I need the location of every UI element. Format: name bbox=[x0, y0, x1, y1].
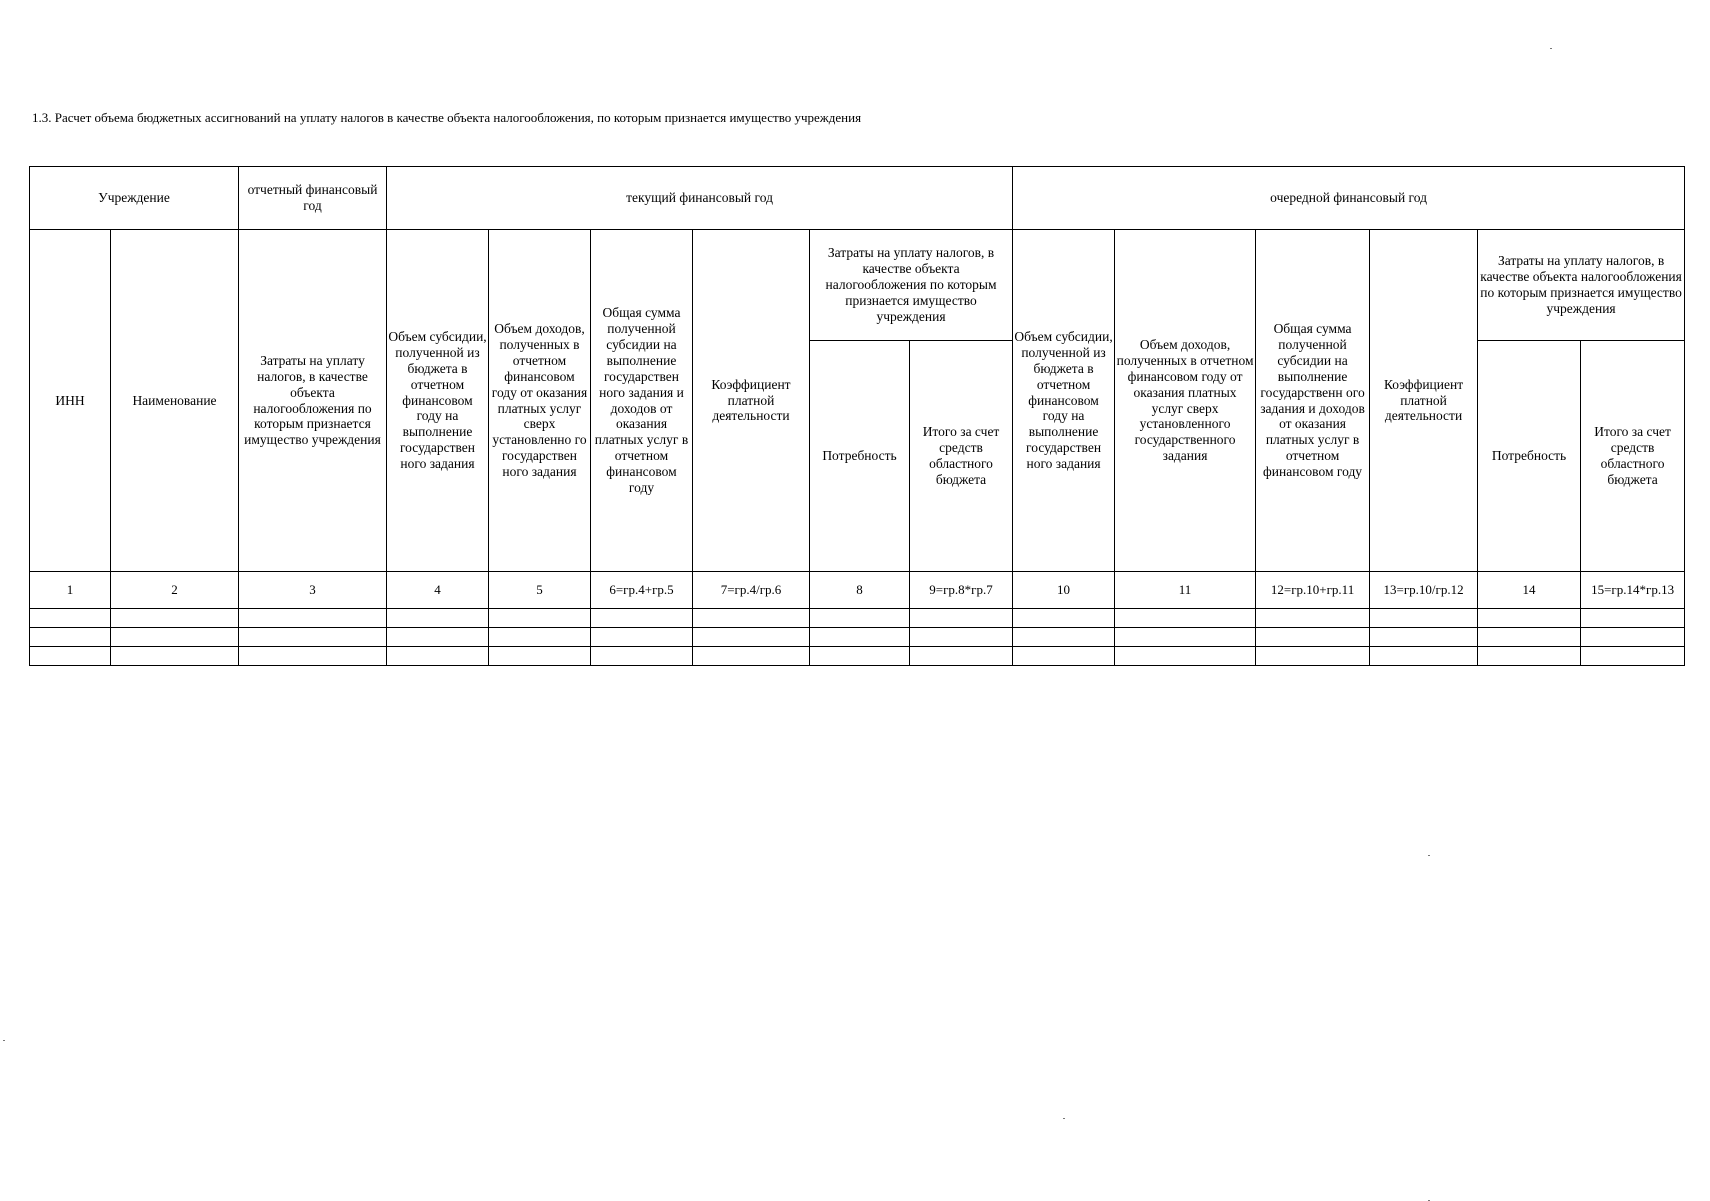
header-current-coefficient: Коэффициент платной деятельности bbox=[693, 230, 810, 572]
empty-cell bbox=[387, 628, 489, 647]
header-reporting-year: отчетный финансовый год bbox=[239, 167, 387, 230]
empty-cell bbox=[387, 609, 489, 628]
column-number: 1 bbox=[30, 572, 111, 609]
empty-cell bbox=[810, 628, 910, 647]
empty-cell bbox=[239, 647, 387, 666]
scan-speck bbox=[1063, 1118, 1065, 1119]
scan-speck bbox=[1428, 855, 1430, 856]
column-number: 4 bbox=[387, 572, 489, 609]
empty-cell bbox=[591, 647, 693, 666]
empty-cell bbox=[591, 609, 693, 628]
empty-cell bbox=[1478, 628, 1581, 647]
header-name: Наименование bbox=[111, 230, 239, 572]
header-current-tax-group: Затраты на уплату налогов, в качестве объекта налогообложения по которым признается имущество учреждения bbox=[810, 230, 1013, 341]
header-institution: Учреждение bbox=[30, 167, 239, 230]
empty-cell bbox=[387, 647, 489, 666]
header-next-regional: Итого за счет средств областного бюджета bbox=[1581, 341, 1685, 572]
empty-cell bbox=[30, 628, 111, 647]
empty-cell bbox=[1256, 647, 1370, 666]
empty-cell bbox=[239, 628, 387, 647]
empty-cell bbox=[1581, 609, 1685, 628]
header-next-need: Потребность bbox=[1478, 341, 1581, 572]
empty-row bbox=[30, 628, 1685, 647]
empty-cell bbox=[810, 647, 910, 666]
empty-cell bbox=[1115, 609, 1256, 628]
empty-cell bbox=[910, 609, 1013, 628]
empty-cell bbox=[591, 628, 693, 647]
header-reporting-tax-costs: Затраты на уплату налогов, в качестве объекта налогообложения по которым признается имущество учреждения bbox=[239, 230, 387, 572]
header-next-subsidy: Объем субсидии, полученной из бюджета в отчетном финансовом году на выполнение государствен ного задания bbox=[1013, 230, 1115, 572]
empty-cell bbox=[1256, 609, 1370, 628]
column-number: 10 bbox=[1013, 572, 1115, 609]
empty-cell bbox=[1478, 609, 1581, 628]
empty-cell bbox=[693, 628, 810, 647]
empty-cell bbox=[1370, 628, 1478, 647]
column-number: 13=гр.10/гр.12 bbox=[1370, 572, 1478, 609]
header-next-coefficient: Коэффициент платной деятельности bbox=[1370, 230, 1478, 572]
header-current-year: текущий финансовый год bbox=[387, 167, 1013, 230]
empty-cell bbox=[910, 647, 1013, 666]
empty-cell bbox=[1370, 609, 1478, 628]
header-current-regional: Итого за счет средств областного бюджета bbox=[910, 341, 1013, 572]
empty-cell bbox=[1478, 647, 1581, 666]
section-heading: 1.3. Расчет объема бюджетных ассигнований на уплату налогов в качестве объекта налогообложения, по которым признается имущество учреждения bbox=[32, 110, 862, 125]
empty-cell bbox=[30, 647, 111, 666]
header-inn: ИНН bbox=[30, 230, 111, 572]
empty-cell bbox=[111, 609, 239, 628]
column-number: 15=гр.14*гр.13 bbox=[1581, 572, 1685, 609]
empty-cell bbox=[30, 609, 111, 628]
header-next-income: Объем доходов, полученных в отчетном финансовом году от оказания платных услуг сверх установленного государственного задания bbox=[1115, 230, 1256, 572]
empty-cell bbox=[1581, 647, 1685, 666]
header-current-income: Объем доходов, полученных в отчетном финансовом году от оказания платных услуг сверх установленно го государствен ного задания bbox=[489, 230, 591, 572]
empty-cell bbox=[489, 609, 591, 628]
header-current-need: Потребность bbox=[810, 341, 910, 572]
empty-cell bbox=[111, 647, 239, 666]
header-row-top bbox=[30, 167, 1685, 230]
empty-row bbox=[30, 609, 1685, 628]
empty-cell bbox=[1370, 647, 1478, 666]
header-next-tax-group: Затраты на уплату налогов, в качестве объекта налогообложения по которым признается имущество учреждения bbox=[1478, 230, 1685, 341]
empty-cell bbox=[810, 609, 910, 628]
column-number: 12=гр.10+гр.11 bbox=[1256, 572, 1370, 609]
column-number-row bbox=[30, 572, 1685, 609]
header-current-subsidy: Объем субсидии, полученной из бюджета в отчетном финансовом году на выполнение государствен ного задания bbox=[387, 230, 489, 572]
empty-cell bbox=[693, 647, 810, 666]
column-number: 9=гр.8*гр.7 bbox=[910, 572, 1013, 609]
empty-cell bbox=[910, 628, 1013, 647]
empty-row bbox=[30, 647, 1685, 666]
empty-cell bbox=[693, 609, 810, 628]
column-number: 5 bbox=[489, 572, 591, 609]
empty-cell bbox=[1581, 628, 1685, 647]
tax-calculation-table bbox=[29, 166, 1685, 666]
empty-cell bbox=[111, 628, 239, 647]
empty-cell bbox=[1013, 628, 1115, 647]
column-number: 6=гр.4+гр.5 bbox=[591, 572, 693, 609]
header-next-total: Общая сумма полученной субсидии на выполнение государственн ого задания и доходов от оказания платных услуг в отчетном финансовом году bbox=[1256, 230, 1370, 572]
column-number: 11 bbox=[1115, 572, 1256, 609]
empty-cell bbox=[239, 609, 387, 628]
column-number: 14 bbox=[1478, 572, 1581, 609]
scan-speck bbox=[3, 1040, 5, 1041]
empty-cell bbox=[1115, 628, 1256, 647]
column-number: 7=гр.4/гр.6 bbox=[693, 572, 810, 609]
empty-cell bbox=[1013, 609, 1115, 628]
column-number: 8 bbox=[810, 572, 910, 609]
empty-cell bbox=[489, 628, 591, 647]
column-number: 2 bbox=[111, 572, 239, 609]
header-current-total: Общая сумма полученной субсидии на выполнение государствен ного задания и доходов от оказания платных услуг в отчетном финансовом году bbox=[591, 230, 693, 572]
scan-speck bbox=[1550, 48, 1552, 49]
header-row-columns bbox=[30, 230, 1685, 341]
column-number: 3 bbox=[239, 572, 387, 609]
empty-cell bbox=[1013, 647, 1115, 666]
empty-cell bbox=[1115, 647, 1256, 666]
empty-cell bbox=[489, 647, 591, 666]
empty-cell bbox=[1256, 628, 1370, 647]
header-next-year: очередной финансовый год bbox=[1013, 167, 1685, 230]
